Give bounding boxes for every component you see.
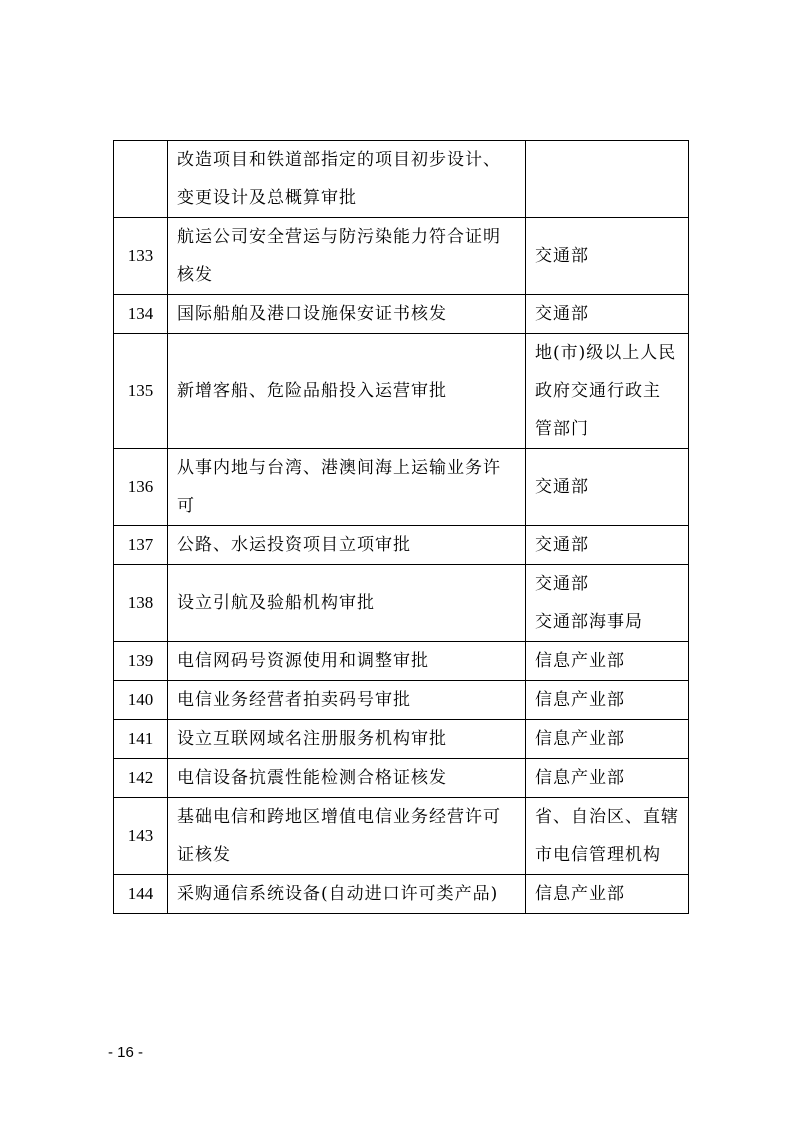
approval-item-text: 采购通信系统设备(自动进口许可类产品) xyxy=(177,884,499,904)
approval-item-text: 设立引航及验船机构审批 xyxy=(177,593,375,613)
approval-item-text: 电信业务经营者拍卖码号审批 xyxy=(177,690,411,710)
approval-item-cell xyxy=(168,681,526,720)
department-text: 信息产业部 xyxy=(535,884,625,904)
approval-item-cell xyxy=(168,295,526,334)
approval-item-cell xyxy=(168,875,526,914)
department-text: 省、自治区、直辖 xyxy=(535,807,679,827)
approval-item-text: 设立互联网域名注册服务机构审批 xyxy=(177,729,447,749)
table-row xyxy=(114,565,689,642)
approval-item-cell xyxy=(168,798,526,875)
row-number: 138 xyxy=(114,565,168,642)
approval-item-text: 可 xyxy=(177,496,195,516)
page-number: - 16 - xyxy=(108,1044,144,1061)
department-cell xyxy=(526,565,689,642)
row-number: 137 xyxy=(114,526,168,565)
row-number: 144 xyxy=(114,875,168,914)
department-cell xyxy=(526,681,689,720)
table-body xyxy=(114,141,689,914)
table-row xyxy=(114,875,689,914)
department-cell xyxy=(526,875,689,914)
approval-item-text: 电信网码号资源使用和调整审批 xyxy=(177,651,429,671)
department-text xyxy=(535,160,684,198)
row-number: 140 xyxy=(114,681,168,720)
row-number: 142 xyxy=(114,759,168,798)
row-number xyxy=(114,141,168,218)
department-cell xyxy=(526,759,689,798)
department-cell xyxy=(526,449,689,526)
department-cell xyxy=(526,642,689,681)
approval-item-text: 航运公司安全营运与防污染能力符合证明 xyxy=(177,227,501,247)
department-text: 交通部 xyxy=(535,304,589,324)
department-cell xyxy=(526,218,689,295)
table-row xyxy=(114,681,689,720)
approval-item-text: 国际船舶及港口设施保安证书核发 xyxy=(177,304,447,324)
department-text: 政府交通行政主 xyxy=(535,381,661,401)
table-row xyxy=(114,334,689,449)
approval-item-cell xyxy=(168,720,526,759)
approval-item-text: 核发 xyxy=(177,265,213,285)
approval-item-text: 改造项目和铁道部指定的项目初步设计、 xyxy=(177,150,501,170)
row-number: 134 xyxy=(114,295,168,334)
approval-item-text: 变更设计及总概算审批 xyxy=(177,188,357,208)
approval-item-text: 新增客船、危险品船投入运营审批 xyxy=(177,381,447,401)
approval-item-cell xyxy=(168,565,526,642)
approval-item-cell xyxy=(168,141,526,218)
department-text: 信息产业部 xyxy=(535,729,625,749)
department-cell xyxy=(526,334,689,449)
approval-item-cell xyxy=(168,218,526,295)
department-cell xyxy=(526,526,689,565)
table-row xyxy=(114,141,689,218)
table-row xyxy=(114,642,689,681)
approval-item-text: 证核发 xyxy=(177,845,231,865)
department-text: 信息产业部 xyxy=(535,651,625,671)
department-text: 交通部海事局 xyxy=(535,612,643,632)
table-row xyxy=(114,449,689,526)
department-text: 信息产业部 xyxy=(535,690,625,710)
row-number: 139 xyxy=(114,642,168,681)
approval-item-text: 基础电信和跨地区增值电信业务经营许可 xyxy=(177,807,501,827)
approval-items-table xyxy=(113,140,689,914)
department-text: 管部门 xyxy=(535,419,589,439)
table-row xyxy=(114,798,689,875)
department-text: 交通部 xyxy=(535,574,589,594)
approval-item-cell xyxy=(168,759,526,798)
department-cell xyxy=(526,798,689,875)
row-number: 143 xyxy=(114,798,168,875)
department-cell xyxy=(526,720,689,759)
approval-item-cell xyxy=(168,449,526,526)
row-number: 141 xyxy=(114,720,168,759)
table-row xyxy=(114,295,689,334)
row-number: 133 xyxy=(114,218,168,295)
department-cell xyxy=(526,295,689,334)
table-row xyxy=(114,526,689,565)
department-text: 地(市)级以上人民 xyxy=(535,343,677,363)
row-number: 136 xyxy=(114,449,168,526)
table-row xyxy=(114,759,689,798)
table-row xyxy=(114,218,689,295)
approval-item-text: 电信设备抗震性能检测合格证核发 xyxy=(177,768,447,788)
approval-item-text: 从事内地与台湾、港澳间海上运输业务许 xyxy=(177,458,501,478)
department-text: 交通部 xyxy=(535,477,589,497)
row-number: 135 xyxy=(114,334,168,449)
department-cell xyxy=(526,141,689,218)
table-row xyxy=(114,720,689,759)
approval-item-cell xyxy=(168,642,526,681)
approval-item-cell xyxy=(168,526,526,565)
department-text: 信息产业部 xyxy=(535,768,625,788)
department-text: 交通部 xyxy=(535,535,589,555)
approval-item-cell xyxy=(168,334,526,449)
department-text: 市电信管理机构 xyxy=(535,845,661,865)
approval-item-text: 公路、水运投资项目立项审批 xyxy=(177,535,411,555)
department-text: 交通部 xyxy=(535,246,589,266)
